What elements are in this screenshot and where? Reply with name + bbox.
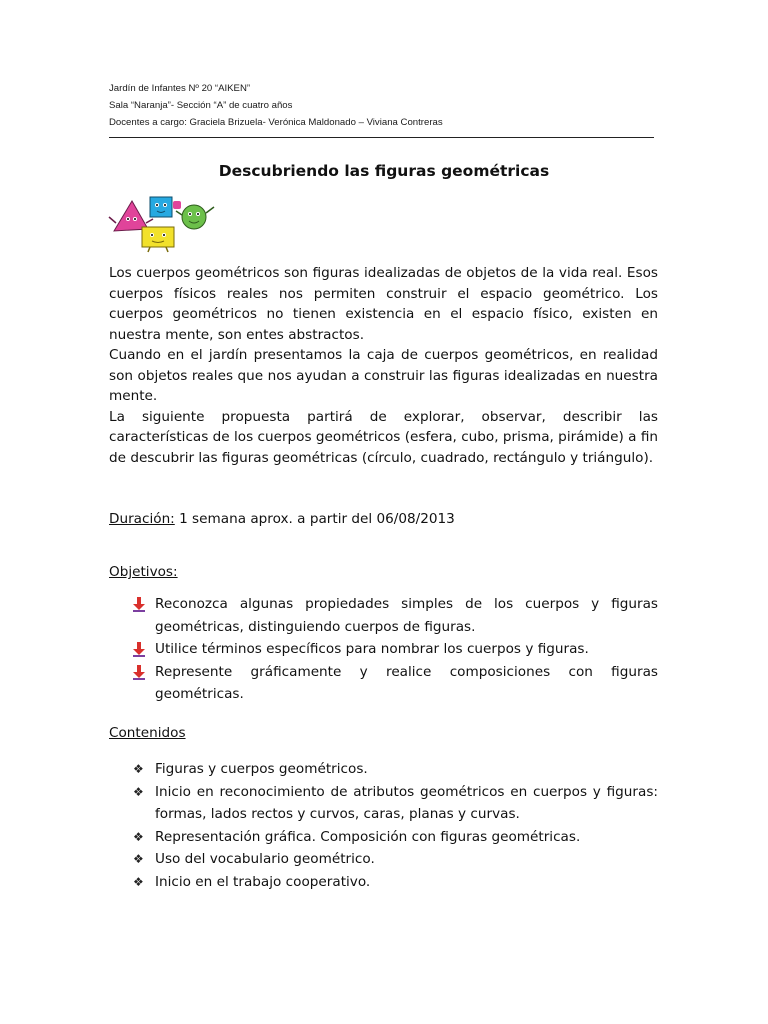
content-item: ❖ Inicio en el trabajo cooperativo. [133, 873, 371, 890]
content-item: ❖ Figuras y cuerpos geométricos. [133, 761, 368, 777]
geometric-shapes-clipart [106, 193, 218, 253]
header-divider [109, 137, 654, 138]
teachers-line: Docentes a cargo: Graciela Brizuela- Verónica Maldonado – Viviana Contreras [109, 117, 443, 128]
intro-text [109, 263, 658, 468]
duration-label: Duración: [109, 511, 175, 527]
intro-paragraph: Cuando en el jardín presentamos la caja de cuerpos geométricos, en realidad son objetos reales que nos ayudan a construir las figuras idealizadas en nuestra mente. [109, 347, 658, 404]
arrow-down-bullet-icon [131, 640, 147, 658]
objective-item: Utilice términos específicos para nombrar los cuerpos y figuras. [109, 638, 658, 661]
arrow-down-bullet-icon [131, 663, 147, 681]
diamond-bullet-icon: ❖ [133, 829, 144, 844]
intro-paragraph: La siguiente propuesta partirá de explorar, observar, describir las características de los cuerpos geométricos (esfera, cubo, prisma, pirámide) a fin de descubrir las figuras geométricas (círculo, cuadrado, rectángulo y triángulo). [109, 408, 658, 466]
diamond-bullet-icon: ❖ [133, 762, 144, 776]
objectives-heading: Objetivos: [109, 564, 178, 580]
document-header [109, 80, 657, 138]
diamond-bullet-icon: ❖ [133, 784, 144, 799]
content-item: ❖ Representación gráfica. Composición con figuras geométricas. [133, 828, 581, 845]
content-item: ❖ Uso del vocabulario geométrico. [133, 851, 375, 867]
objective-item: Represente gráficamente y realice composiciones con figuras geométricas. [109, 661, 658, 706]
contents-heading: Contenidos [109, 725, 186, 741]
duration-line [109, 509, 658, 529]
duration-value: 1 semana aprox. a partir del 06/08/2013 [174, 511, 455, 527]
arrow-down-bullet-icon [131, 595, 147, 613]
school-name: Jardín de Infantes Nº 20 “AIKEN” [109, 83, 251, 94]
objective-item: Reconozca algunas propiedades simples de los cuerpos y figuras geométricas, distinguiendo cuerpos de figuras. [109, 593, 658, 638]
intro-paragraph: Los cuerpos geométricos son figuras idealizadas de objetos de la vida real. Esos cuerpos físicos reales nos permiten construir el espacio geométrico. Los cuerpos geométricos no tienen existencia en el espacio físico, existen en nuestra mente, son entes abstractos. [109, 265, 658, 343]
diamond-bullet-icon: ❖ [133, 874, 144, 889]
contents-list [109, 758, 658, 893]
objectives-list [109, 593, 658, 706]
content-item: ❖ Inicio en reconocimiento de atributos geométricos en cuerpos y figuras: formas, lados rectos y curvos, caras, planas y curvas. [133, 783, 658, 822]
class-section: Sala “Naranja”- Sección “A” de cuatro años [109, 100, 293, 111]
document-title: Descubriendo las figuras geométricas [218, 162, 550, 180]
diamond-bullet-icon: ❖ [133, 852, 144, 866]
